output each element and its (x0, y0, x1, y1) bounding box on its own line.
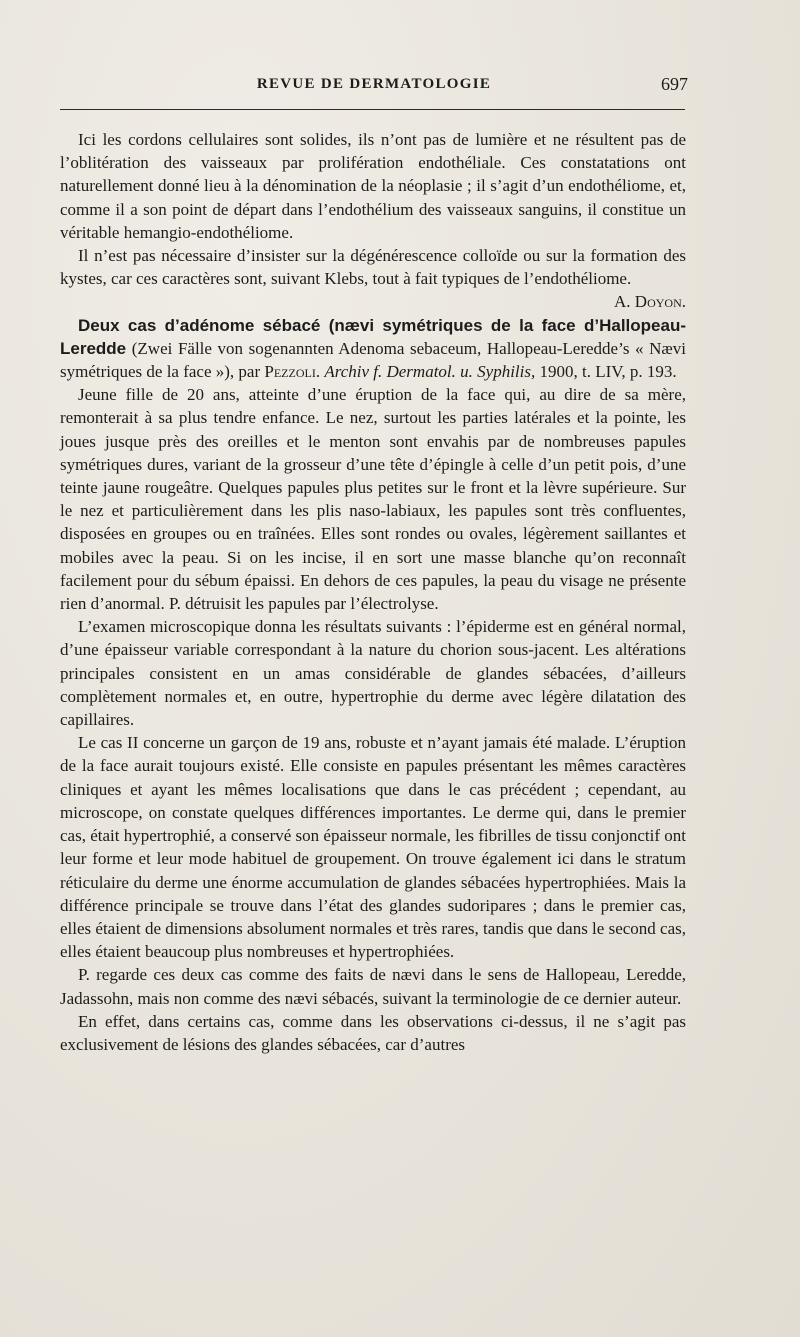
journal-title: REVUE DE DERMATOLOGIE (256, 76, 492, 92)
paragraph-2 (60, 244, 686, 312)
review-author: Pezzoli. (264, 362, 321, 382)
review-journal: Archiv f. Dermatol. u. Syphilis, (324, 362, 536, 382)
review-citation-text: (Zwei Fälle von sogenannten Adenoma sebaceum, Hallopeau-Leredde’s « Nævi symétriques de la face »), par (60, 338, 686, 382)
article-body (60, 128, 686, 1056)
author-signature: A. Doyon. (614, 292, 686, 312)
paragraph-1: Ici les cordons cellulaires sont solides, ils n’ont pas de lumière et ne résultent pas de l’oblitération des vaisseaux par prolifération endothéliale. Ces constatations ont naturellement donné lieu à la dénomination de la néoplasie ; il s’agit d’un endothéliome, et, comme il a son point de départ dans l’endothélium des vaisseaux sanguins, il constitue un véritable hemangio-endothéliome. (60, 130, 686, 242)
paragraph-5: L’examen microscopique donna les résultats suivants : l’épiderme est en général normal, d’une épaisseur variable correspondant à la nature du chorion sous-jacent. Les altérations principales consistent en un amas considérable de glandes sébacées, d’ailleurs complètement normales et, en outre, hypertrophie du derme avec légère dilatation des capillaires. (60, 617, 686, 730)
paragraph-3-review-title (60, 314, 686, 384)
paragraph-6: Le cas II concerne un garçon de 19 ans, robuste et n’ayant jamais été malade. L’éruption de la face aurait toujours existé. Elle consiste en papules présentant les mêmes caractères cliniques et ayant les mêmes localisations que dans le cas précédent ; cependant, au microscope, on constate quelques différences importantes. Le derme qui, dans le premier cas, était hypertrophié, a conservé son épaisseur normale, les fibrilles de tissu conjonctif ont leur forme et leur mode habituel de groupement. On trouve également ici dans le stratum réticulaire du derme une énorme accumulation de glandes sébacées hypertrophiées. Mais la différence principale se trouve dans l’état des glandes sudoripares ; dans le premier cas, elles étaient de dimensions absolument normales et très rares, tandis que dans le second cas, elles étaient beaucoup plus nombreuses et hypertrophiées. (60, 733, 686, 962)
page-number: 697 (661, 74, 688, 94)
paragraph-4: Jeune fille de 20 ans, atteinte d’une éruption de la face qui, au dire de sa mère, remonterait à sa plus tendre enfance. Le nez, surtout les parties latérales et la pointe, les joues jusque près des oreilles et le menton sont envahis par de nombreuses papules symétriques dures, variant de la grosseur d’une tête d’épingle à celle d’un petit pois, d’une teinte jaune rougeâtre. Quelques papules plus petites sur le front et la lèvre supérieure. Sur le nez et particulièrement dans les plis naso-labiaux, les papules sont très confluentes, disposées en groupes ou en traînées. Elles sont rondes ou ovales, légèrement saillantes et mobiles avec la peau. Si on les incise, il en sort une masse blanche qu’on reconnaît facilement pour du sébum épaissi. En dehors de ces papules, la peau du visage ne présente rien d’anormal. P. détruisit les papules par l’électrolyse. (60, 385, 686, 614)
paragraph-7: P. regarde ces deux cas comme des faits de nævi dans le sens de Hallopeau, Leredde, Jadassohn, mais non comme des nævi sébacés, suivant la terminologie de ce dernier auteur. (60, 965, 686, 1008)
paragraph-8: En effet, dans certains cas, comme dans les observations ci-dessus, il ne s’agit pas exclusivement de lésions des glandes sébacées, car d’autres (60, 1011, 686, 1054)
paragraph-2-text: Il n’est pas nécessaire d’insister sur la dégénérescence colloïde ou sur la formation des kystes, car ces caractères sont, suivant Klebs, tout à fait typiques de l’endothéliome. (60, 246, 686, 289)
header-rule (60, 109, 685, 110)
review-heading: Deux cas d’adénome sébacé (nævi symétriques de la face d’Hallopeau-Leredde (60, 315, 686, 358)
running-header (60, 76, 688, 102)
review-reference: 1900, t. LIV, p. 193. (535, 362, 677, 382)
